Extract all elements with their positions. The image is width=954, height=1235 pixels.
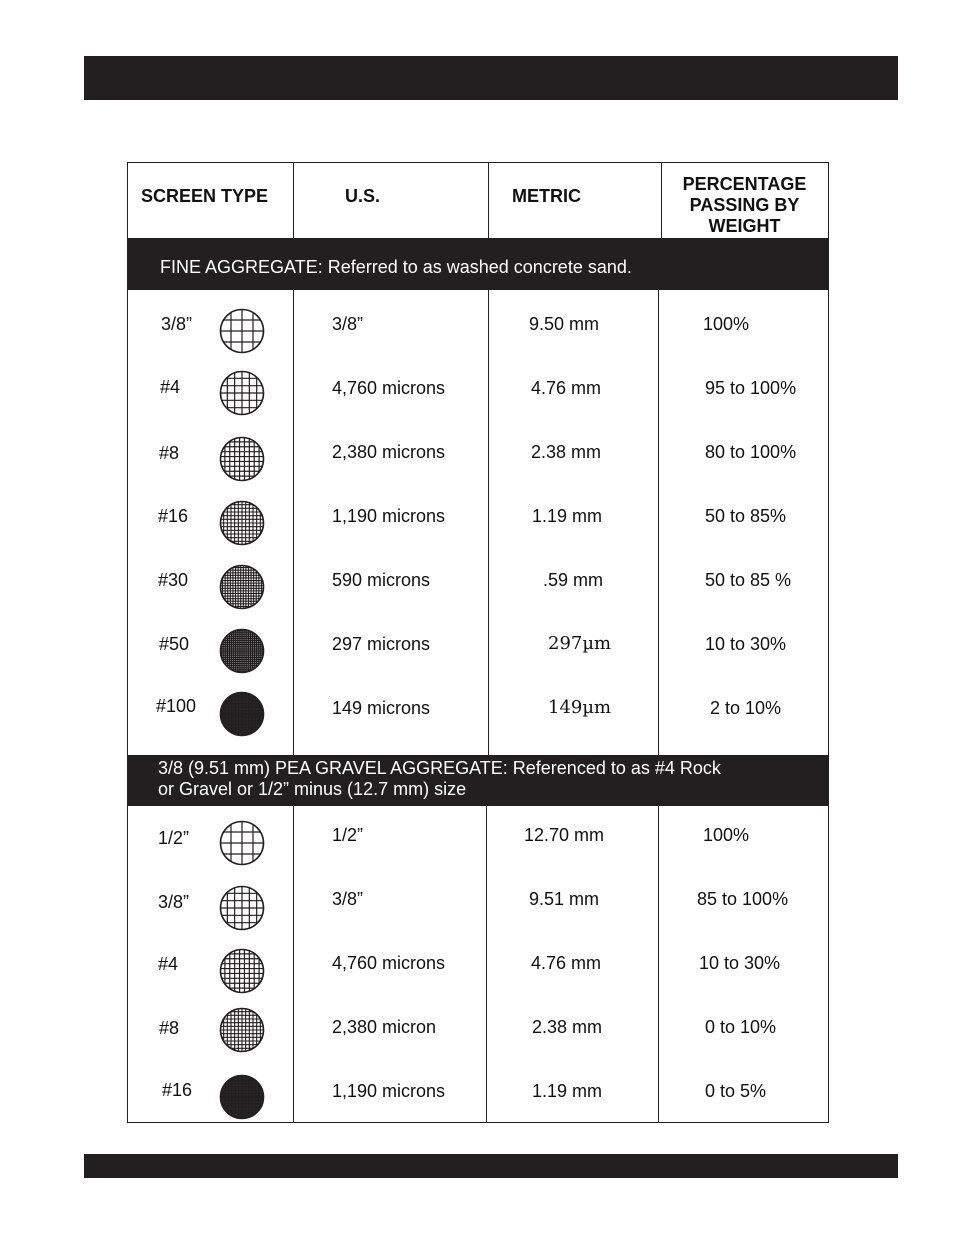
metric-size: 12.70 mm	[524, 825, 605, 845]
mesh-100-icon	[219, 691, 265, 737]
percent-passing: 50 to 85%	[705, 506, 787, 526]
mesh-8-icon	[219, 436, 265, 482]
metric-size: 297µm	[548, 633, 612, 654]
mesh-50-icon	[219, 628, 265, 674]
column-divider	[293, 806, 294, 1123]
screen-type-label: #30	[158, 570, 189, 590]
screen-type-label: #16	[158, 506, 189, 526]
screen-type-label: 1/2”	[158, 828, 190, 848]
screen-type-label: #4	[160, 377, 181, 397]
metric-size: 1.19 mm	[532, 506, 603, 526]
screen-type-label: 3/8”	[161, 314, 193, 334]
mesh-4-icon	[219, 948, 265, 994]
metric-size: 2.38 mm	[532, 1017, 603, 1037]
us-size: 1,190 microns	[332, 1081, 446, 1101]
screen-type-label: #4	[158, 954, 179, 974]
header-percentage-line: WEIGHT	[708, 216, 781, 236]
us-size: 590 microns	[332, 570, 431, 590]
us-size: 2,380 micron	[332, 1017, 437, 1037]
metric-size: 4.76 mm	[531, 378, 602, 398]
column-divider	[661, 163, 662, 238]
percent-passing: 85 to 100%	[697, 889, 789, 909]
header-percentage-line: PASSING BY	[689, 195, 800, 215]
us-size: 2,380 microns	[332, 442, 446, 462]
us-size: 4,760 microns	[332, 378, 446, 398]
column-divider	[658, 290, 659, 755]
section-title: FINE AGGREGATE: Referred to as washed concrete sand.	[160, 257, 632, 277]
percent-passing: 80 to 100%	[705, 442, 797, 462]
mesh-3-8-icon	[219, 885, 265, 931]
section-band-pea-gravel	[128, 755, 828, 806]
percent-passing: 10 to 30%	[699, 953, 781, 973]
metric-size: 9.51 mm	[529, 889, 600, 909]
metric-size: .59 mm	[543, 570, 604, 590]
percent-passing: 100%	[703, 314, 750, 334]
screen-type-label: #8	[159, 1018, 180, 1038]
us-size: 3/8”	[332, 889, 364, 909]
us-size: 4,760 microns	[332, 953, 446, 973]
screen-type-label: #8	[159, 443, 180, 463]
header-percentage-line: PERCENTAGE	[682, 174, 807, 194]
metric-size: 149µm	[548, 697, 612, 718]
coarse-mesh-icon	[219, 308, 265, 354]
column-divider	[488, 163, 489, 238]
percent-passing: 100%	[703, 825, 750, 845]
header-us: U.S.	[345, 186, 381, 206]
mesh-16-icon	[219, 1074, 265, 1120]
percent-passing: 95 to 100%	[705, 378, 797, 398]
mesh-8-icon	[219, 1007, 265, 1053]
header-bar	[84, 56, 898, 100]
column-divider	[293, 163, 294, 238]
column-divider	[488, 290, 489, 755]
percent-passing: 0 to 10%	[705, 1017, 777, 1037]
aggregate-screen-table	[127, 162, 829, 1123]
sieve-rim	[221, 438, 264, 481]
column-divider	[486, 806, 487, 1123]
screen-type-label: #50	[159, 634, 190, 654]
us-size: 1,190 microns	[332, 506, 446, 526]
screen-type-label: #100	[156, 696, 197, 716]
metric-size: 2.38 mm	[531, 442, 602, 462]
header-metric: METRIC	[512, 186, 581, 206]
metric-size: 4.76 mm	[531, 953, 602, 973]
section-title: 3/8 (9.51 mm) PEA GRAVEL AGGREGATE: Referenced to as #4 Rock	[158, 758, 721, 778]
screen-type-label: #16	[162, 1080, 193, 1100]
coarse-mesh-icon	[219, 820, 265, 866]
mesh-4-icon	[219, 370, 265, 416]
mesh-30-icon	[219, 564, 265, 610]
column-divider	[293, 290, 294, 755]
column-divider	[658, 806, 659, 1123]
mesh-16-icon	[219, 500, 265, 546]
sieve-rim	[221, 950, 264, 993]
percent-passing: 2 to 10%	[710, 698, 782, 718]
footer-bar	[84, 1154, 898, 1178]
sieve-rim	[221, 566, 264, 609]
percent-passing: 0 to 5%	[705, 1081, 767, 1101]
us-size: 297 microns	[332, 634, 431, 654]
us-size: 1/2”	[332, 825, 364, 845]
percent-passing: 10 to 30%	[705, 634, 787, 654]
header-percentage	[661, 174, 828, 237]
us-size: 149 microns	[332, 698, 431, 718]
section-band-fine-aggregate	[128, 238, 828, 290]
sieve-rim	[221, 630, 264, 673]
header-screen-type: SCREEN TYPE	[141, 186, 269, 206]
screen-type-label: 3/8”	[158, 892, 190, 912]
us-size: 3/8”	[332, 314, 364, 334]
metric-size: 1.19 mm	[532, 1081, 603, 1101]
section-title: or Gravel or 1/2” minus (12.7 mm) size	[158, 779, 467, 799]
percent-passing: 50 to 85 %	[705, 570, 792, 590]
metric-size: 9.50 mm	[529, 314, 600, 334]
